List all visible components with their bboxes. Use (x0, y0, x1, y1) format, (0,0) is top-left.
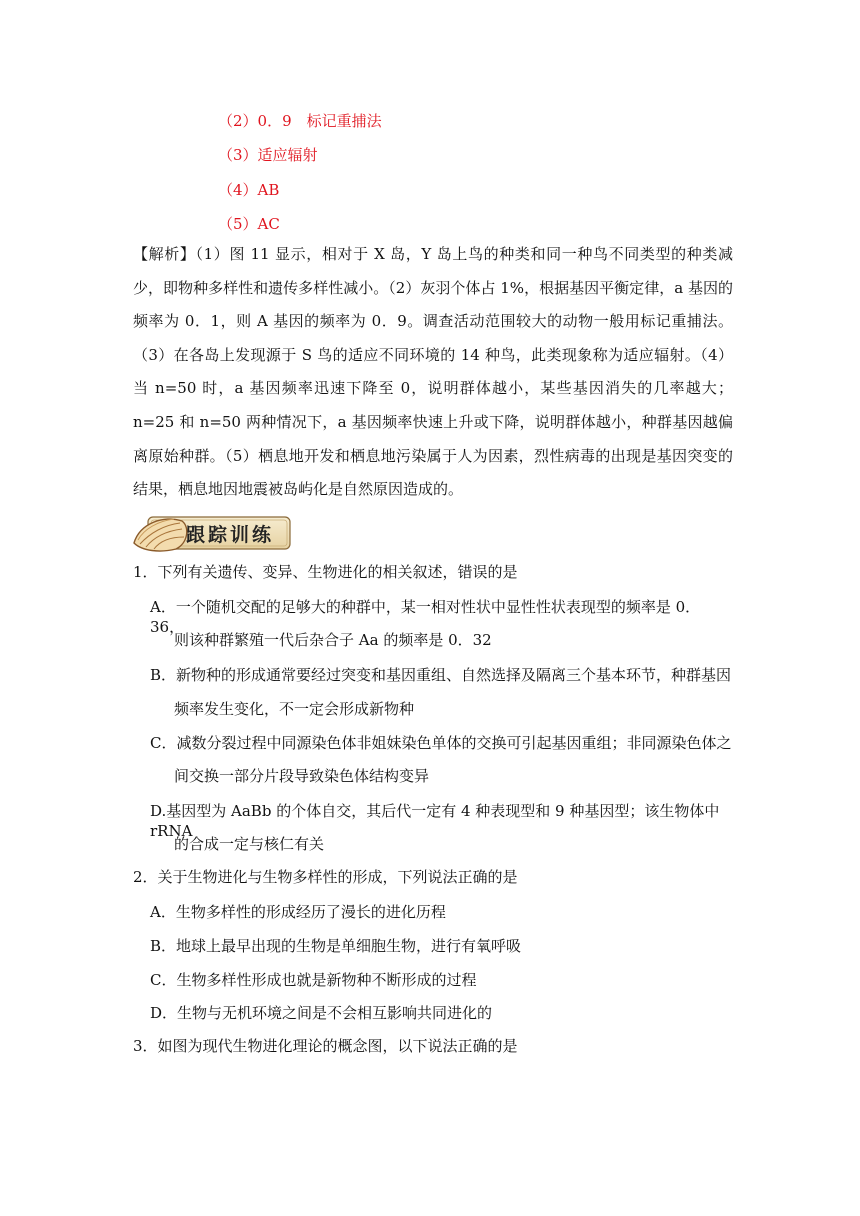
question-2-stem: 2．关于生物进化与生物多样性的形成，下列说法正确的是 (133, 868, 518, 886)
analysis-paragraph (133, 238, 733, 507)
answer-2: （2）0．9 标记重捕法 (218, 112, 382, 130)
question-1-option-c-line1: C．减数分裂过程中同源染色体非姐妹染色单体的交换可引起基因重组；非同源染色体之 (150, 734, 732, 752)
question-1-option-d-line2: 的合成一定与核仁有关 (174, 835, 325, 853)
question-2-option-c: C．生物多样性形成也就是新物种不断形成的过程 (150, 971, 477, 989)
shell-icon (134, 519, 187, 551)
question-1-option-b-line2: 频率发生变化，不一定会形成新物种 (174, 700, 415, 718)
analysis-text: （1）图 11 显示，相对于 X 岛，Y 岛上鸟的种类和同一种鸟不同类型的种类减少，即物种多样性和遗传多样性减小。（2）灰羽个体占 1%，根据基因平衡定律，a 基因的频率为 0．1，则 A 基因的频率为 0．9。调查活动范围较大的动物一般用标记重捕法。（3）在各岛上发现源于 S 鸟的适应不同环境的 14 种鸟，此类现象称为适应辐射。（4）当 n=50 时，a 基因频率迅速下降至 0，说明群体越小，某些基因消失的几率越大；n=25 和 n=50 两种情况下，a 基因频率快速上升或下降，说明群体越小，种群基因越偏离原始种群。（5）栖息地开发和栖息地污染属于人为因素，烈性病毒的出现是基因突变的结果，栖息地因地震被岛屿化是自然原因造成的。 (133, 245, 733, 499)
question-1-stem: 1．下列有关遗传、变异、生物进化的相关叙述，错误的是 (133, 563, 518, 581)
question-3-stem: 3．如图为现代生物进化理论的概念图，以下说法正确的是 (133, 1037, 518, 1055)
question-1-option-c-line2: 间交换一部分片段导致染色体结构变异 (174, 767, 430, 785)
question-1-option-a-line1: A．一个随机交配的足够大的种群中，某一相对性状中显性性状表现型的频率是 0．36， (150, 598, 701, 636)
answer-3: （3）适应辐射 (218, 146, 318, 164)
question-1-option-b-line1: B．新物种的形成通常要经过突变和基因重组、自然选择及隔离三个基本环节，种群基因 (150, 666, 732, 684)
question-2-option-a: A．生物多样性的形成经历了漫长的进化历程 (150, 903, 446, 921)
question-2-option-d: D．生物与无机环境之间是不会相互影响共同进化的 (150, 1004, 493, 1022)
answer-5: （5）AC (218, 215, 280, 233)
analysis-tag: 【解析】 (133, 245, 196, 263)
banner-title: 跟踪训练 (186, 524, 275, 546)
answer-4: （4）AB (218, 181, 280, 199)
question-1-option-d-line1: D.基因型为 AaBb 的个体自交，其后代一定有 4 种表现型和 9 种基因型；该生物体中 rRNA (150, 802, 720, 840)
question-2-option-b: B．地球上最早出现的生物是单细胞生物，进行有氧呼吸 (150, 937, 522, 955)
question-1-option-a-line2: 则该种群繁殖一代后杂合子 Aa 的频率是 0．32 (174, 631, 492, 649)
